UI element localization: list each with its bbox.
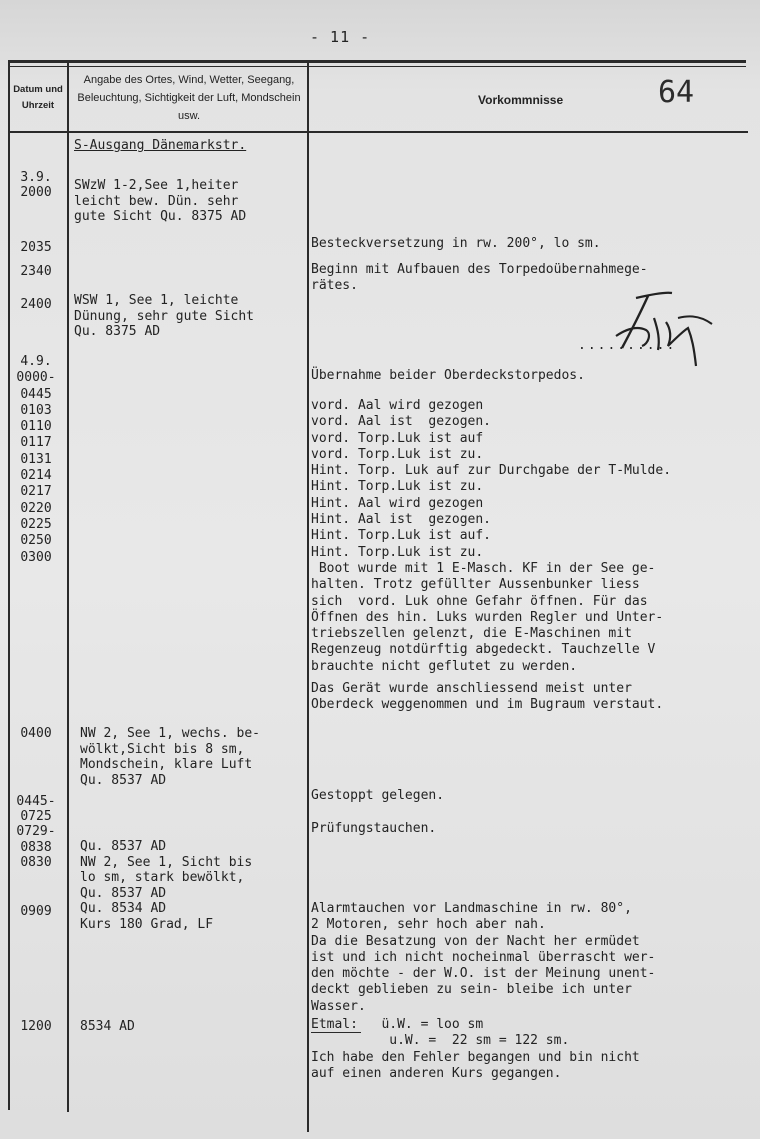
time-entry: 2400 (20, 297, 52, 312)
header-date-column: Datum und Uhrzeit (13, 84, 63, 111)
page-number: - 11 - (310, 28, 371, 46)
time-entry: 3.9. 2000 (20, 170, 52, 200)
time-entry: 2340 (20, 264, 52, 279)
left-border (8, 60, 10, 1110)
column-divider-1 (67, 62, 69, 1112)
location-entry: WSW 1, See 1, leichte Dünung, sehr gute Sicht Qu. 8375 AD (74, 293, 255, 339)
event-entry: Etmal: ü.W. = loo sm u.W. = 22 sm = 122 sm. Ich habe den Fehler begangen und bin nicht auf einen anderen Kurs gegangen. (311, 1017, 640, 1081)
header-place-column: Angabe des Ortes, Wind, Wetter, Seegang, Beleuchtung, Sichtigkeit der Luft, Mondschein usw. (77, 74, 301, 122)
event-entry: vord. Aal wird gezogen vord. Aal ist gezogen. vord. Torp.Luk ist auf vord. Torp.Luk ist zu. Hint. Torp. Luk auf zur Durchgabe der T-Mulde. Hint. Torp.Luk ist zu. Hint. Aal wird gezogen Hint. Aal ist gezogen. Hint. Torp.Luk ist auf. Hint. Torp.Luk ist zu. Boot wurde mit 1 E-Masch. KF in der See ge- halten. Trotz gefüllter Aussenbunker liess sich vord. Luk ohne Gefahr öffnen. Für das Öffnen des hin. Luks wurden Regler und Unter- triebszellen gelenzt, die E-Maschinen mit Regenzeug notdürftig abgedeckt. Tauchzelle V brauchte nicht geflutet zu werden. (311, 398, 672, 674)
event-entry: Gestoppt gelegen. (311, 788, 445, 803)
event-entry: Übernahme beider Oberdeckstorpedos. (311, 368, 585, 383)
location-entry: 8534 AD (80, 1019, 135, 1034)
header-bottom-rule (8, 131, 748, 133)
handwritten-signature (608, 288, 718, 368)
time-entry: 1200 (20, 1019, 52, 1034)
signature-dots: .......... (578, 338, 677, 353)
event-entry: Prüfungstauchen. (311, 821, 437, 836)
sheet-number: 64 (658, 75, 695, 110)
section-title: S-Ausgang Dänemarkstr. (74, 138, 247, 153)
event-entry: Besteckversetzung in rw. 200°, lo sm. (311, 236, 601, 251)
location-entry: SWzW 1-2,See 1,heiter leicht bew. Dün. sehr gute Sicht Qu. 8375 AD (74, 178, 247, 224)
top-rule-1 (8, 60, 746, 63)
event-entry: Alarmtauchen vor Landmaschine in rw. 80°, 2 Motoren, sehr hoch aber nah. Da die Besatzung von der Nacht her ermüdet ist und ich nicht nocheinmal überrascht wer- den möchte - der W.O. ist der Meinung unent- deckt geblieben zu sein- bleibe ich unter Wasser. (311, 901, 656, 1014)
top-rule-2 (8, 66, 746, 67)
time-entry: 0909 (20, 904, 52, 919)
event-entry: Das Gerät wurde anschliessend meist unter Oberdeck weggenommen und im Bugraum verstaut. (311, 681, 664, 713)
time-entry: 2035 (20, 240, 52, 255)
time-entry: 4.9. 0000- 0445 0103 0110 0117 0131 0214 0217 0220 0225 0250 0300 (16, 354, 56, 565)
location-entry: NW 2, See 1, wechs. be- wölkt,Sicht bis 8 sm, Mondschein, klare Luft Qu. 8537 AD (80, 726, 261, 788)
column-divider-2 (307, 62, 309, 1132)
header-events-column: Vorkommnisse (478, 93, 564, 107)
location-entry: Qu. 8537 AD NW 2, See 1, Sicht bis lo sm, stark bewölkt, Qu. 8537 AD Qu. 8534 AD Kurs 180 Grad, LF (80, 839, 253, 932)
time-entry: 0400 (20, 726, 52, 741)
event-entry: Beginn mit Aufbauen des Torpedoübernahmege- rätes. (311, 262, 648, 294)
time-entry: 0445- 0725 0729- 0838 0830 (16, 794, 56, 870)
etmal-underline (311, 1032, 361, 1033)
